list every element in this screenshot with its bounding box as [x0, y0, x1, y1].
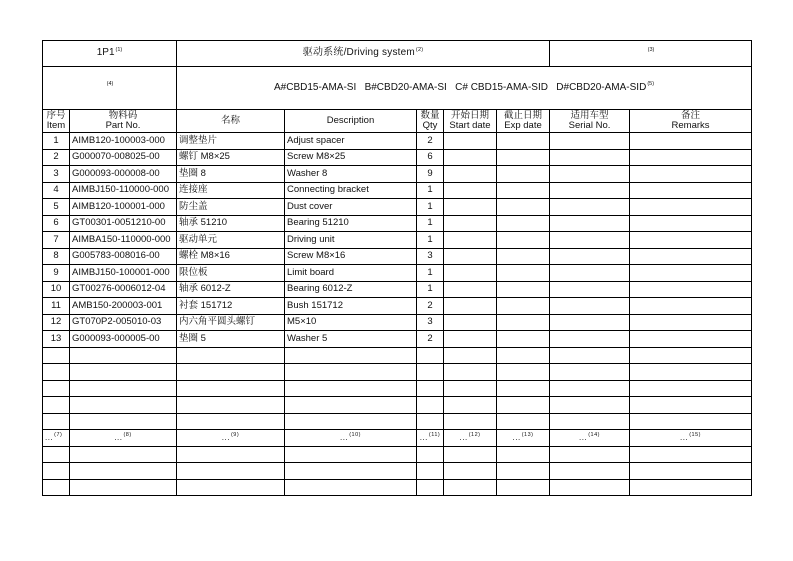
- table-cell: 2: [417, 133, 444, 150]
- table-cell: [444, 413, 497, 430]
- table-cell: [444, 347, 497, 364]
- table-cell: 8: [43, 248, 70, 265]
- table-cell: 5: [43, 199, 70, 216]
- table-cell: [550, 149, 630, 166]
- table-cell: ...$^{(9)}$: [177, 430, 285, 447]
- table-cell: [285, 463, 417, 480]
- table-cell: [444, 248, 497, 265]
- empty-row: [43, 413, 752, 430]
- table-cell: [444, 364, 497, 381]
- table-cell: [550, 331, 630, 348]
- table-cell: 轴承 51210: [177, 215, 285, 232]
- table-cell: [177, 479, 285, 496]
- table-cell: [285, 364, 417, 381]
- table-cell: [497, 182, 550, 199]
- table-cell: [497, 314, 550, 331]
- col-start-date: 开始日期 Start date: [444, 110, 497, 133]
- table-cell: [497, 347, 550, 364]
- table-cell: 衬套 151712: [177, 298, 285, 315]
- col-remarks: 备注 Remarks: [630, 110, 752, 133]
- table-cell: [417, 446, 444, 463]
- table-cell: [497, 463, 550, 480]
- table-cell: [497, 281, 550, 298]
- table-cell: 4: [43, 182, 70, 199]
- table-cell: [550, 314, 630, 331]
- table-cell: [43, 397, 70, 414]
- table-cell: [444, 166, 497, 183]
- table-cell: 3: [417, 314, 444, 331]
- table-cell: [285, 380, 417, 397]
- table-cell: [444, 133, 497, 150]
- table-cell: [417, 397, 444, 414]
- table-cell: [444, 314, 497, 331]
- table-cell: [497, 248, 550, 265]
- table-cell: ...$^{(7)}$: [43, 430, 70, 447]
- table-cell: [285, 446, 417, 463]
- table-cell: [550, 265, 630, 282]
- table-cell: AIMBJ150-100001-000: [70, 265, 177, 282]
- table-cell: [70, 347, 177, 364]
- table-cell: [550, 298, 630, 315]
- table-cell: [417, 347, 444, 364]
- table-cell: [417, 380, 444, 397]
- table-cell: G000093-000008-00: [70, 166, 177, 183]
- table-cell: [177, 413, 285, 430]
- table-cell: AIMB120-100001-000: [70, 199, 177, 216]
- table-cell: [630, 380, 752, 397]
- table-cell: [630, 314, 752, 331]
- table-cell: ...$^{(15)}$: [630, 430, 752, 447]
- table-cell: 内六角平圆头螺钉: [177, 314, 285, 331]
- col-name: 名称: [177, 110, 285, 133]
- table-cell: [550, 413, 630, 430]
- table-cell: [630, 232, 752, 249]
- table-cell: 驱动单元: [177, 232, 285, 249]
- table-row: [43, 314, 752, 331]
- applicable-models: A#CBD15-AMA-SI B#CBD20-AMA-SI C# CBD15-AMA-SID D#CBD20-AMA-SID$^{(5)}$: [177, 67, 752, 110]
- table-cell: 3: [43, 166, 70, 183]
- table-cell: [444, 446, 497, 463]
- table-cell: 9: [417, 166, 444, 183]
- table-cell: [630, 347, 752, 364]
- table-cell: Dust cover: [285, 199, 417, 216]
- col-description: Description: [285, 110, 417, 133]
- table-cell: G000070-008025-00: [70, 149, 177, 166]
- table-cell: [70, 380, 177, 397]
- table-cell: Connecting bracket: [285, 182, 417, 199]
- table-cell: [550, 446, 630, 463]
- table-cell: GT00276-0006012-04: [70, 281, 177, 298]
- table-cell: [177, 347, 285, 364]
- table-row: [43, 149, 752, 166]
- empty-row: [43, 347, 752, 364]
- table-cell: [630, 166, 752, 183]
- table-cell: [43, 347, 70, 364]
- table-cell: M5×10: [285, 314, 417, 331]
- table-cell: [177, 380, 285, 397]
- table-cell: [550, 182, 630, 199]
- empty-row: [43, 446, 752, 463]
- table-cell: [630, 182, 752, 199]
- table-cell: [630, 248, 752, 265]
- sheet-code: 1P1$^{(1)}$: [43, 41, 177, 67]
- table-cell: 1: [417, 215, 444, 232]
- table-cell: 调整垫片: [177, 133, 285, 150]
- table-cell: [417, 413, 444, 430]
- empty-row: [43, 380, 752, 397]
- title-row: [43, 41, 752, 67]
- table-cell: [497, 364, 550, 381]
- table-cell: [497, 331, 550, 348]
- table-cell: Limit board: [285, 265, 417, 282]
- table-cell: [285, 397, 417, 414]
- table-cell: [497, 413, 550, 430]
- table-cell: Washer 5: [285, 331, 417, 348]
- table-cell: [550, 479, 630, 496]
- table-cell: 连接座: [177, 182, 285, 199]
- table-cell: [444, 331, 497, 348]
- table-cell: [497, 298, 550, 315]
- table-cell: [444, 182, 497, 199]
- table-cell: [630, 281, 752, 298]
- col-qty: 数量 Qty: [417, 110, 444, 133]
- table-cell: [550, 215, 630, 232]
- table-cell: [630, 463, 752, 480]
- table-cell: AMB150-200003-001: [70, 298, 177, 315]
- sheet-title: 驱动系统/Driving system$^{(2)}$: [177, 41, 550, 67]
- table-cell: [630, 446, 752, 463]
- table-cell: 10: [43, 281, 70, 298]
- table-cell: Screw M8×16: [285, 248, 417, 265]
- table-cell: [497, 133, 550, 150]
- table-cell: 12: [43, 314, 70, 331]
- table-cell: [43, 380, 70, 397]
- table-cell: GT00301-0051210-00: [70, 215, 177, 232]
- table-cell: [550, 364, 630, 381]
- table-cell: [444, 380, 497, 397]
- table-row: [43, 331, 752, 348]
- empty-row: [43, 463, 752, 480]
- table-cell: [70, 364, 177, 381]
- table-cell: [630, 479, 752, 496]
- col-item: 序号 Item: [43, 110, 70, 133]
- empty-row: [43, 364, 752, 381]
- table-cell: [630, 133, 752, 150]
- table-cell: AIMBA150-110000-000: [70, 232, 177, 249]
- table-cell: [497, 149, 550, 166]
- table-cell: [550, 397, 630, 414]
- table-cell: [630, 397, 752, 414]
- table-row: [43, 281, 752, 298]
- image-ref-cell: (4): [43, 67, 177, 110]
- table-cell: Bearing 51210: [285, 215, 417, 232]
- table-cell: [70, 397, 177, 414]
- table-cell: 13: [43, 331, 70, 348]
- table-cell: 2: [43, 149, 70, 166]
- table-cell: [70, 479, 177, 496]
- table-cell: 2: [417, 331, 444, 348]
- table-cell: Adjust spacer: [285, 133, 417, 150]
- empty-row: [43, 397, 752, 414]
- table-cell: [285, 413, 417, 430]
- table-cell: ...$^{(12)}$: [444, 430, 497, 447]
- col-serial-no: 适用车型 Serial No.: [550, 110, 630, 133]
- table-cell: [444, 298, 497, 315]
- table-cell: 2: [417, 298, 444, 315]
- table-cell: [497, 265, 550, 282]
- title-right-cell: (3): [550, 41, 752, 67]
- table-cell: [497, 199, 550, 216]
- table-cell: [417, 463, 444, 480]
- table-cell: 垫圈 5: [177, 331, 285, 348]
- table-cell: [550, 232, 630, 249]
- table-cell: [417, 479, 444, 496]
- table-cell: [444, 463, 497, 480]
- col-part-no: 物料码 Part No.: [70, 110, 177, 133]
- column-header-row: [43, 110, 752, 133]
- table-cell: [630, 364, 752, 381]
- table-cell: [497, 479, 550, 496]
- table-cell: [285, 479, 417, 496]
- table-cell: Washer 8: [285, 166, 417, 183]
- table-cell: [497, 397, 550, 414]
- table-cell: ...$^{(14)}$: [550, 430, 630, 447]
- empty-row: [43, 479, 752, 496]
- table-cell: [550, 133, 630, 150]
- table-cell: [444, 232, 497, 249]
- models-row: [43, 67, 752, 110]
- table-cell: [497, 215, 550, 232]
- ellipsis-row: [43, 430, 752, 447]
- table-row: [43, 133, 752, 150]
- table-row: [43, 265, 752, 282]
- table-cell: Driving unit: [285, 232, 417, 249]
- table-cell: [497, 166, 550, 183]
- table-cell: Screw M8×25: [285, 149, 417, 166]
- table-cell: 垫圈 8: [177, 166, 285, 183]
- table-cell: Bush 151712: [285, 298, 417, 315]
- table-cell: [417, 364, 444, 381]
- table-cell: 防尘盖: [177, 199, 285, 216]
- table-cell: 轴承 6012-Z: [177, 281, 285, 298]
- table-cell: [550, 199, 630, 216]
- table-cell: [177, 463, 285, 480]
- table-cell: [70, 463, 177, 480]
- table-cell: [550, 463, 630, 480]
- table-cell: 1: [43, 133, 70, 150]
- table-cell: [550, 166, 630, 183]
- table-cell: 螺栓 M8×16: [177, 248, 285, 265]
- table-cell: [630, 265, 752, 282]
- table-cell: 6: [43, 215, 70, 232]
- table-cell: [630, 331, 752, 348]
- table-cell: [550, 248, 630, 265]
- table-cell: 9: [43, 265, 70, 282]
- table-cell: 11: [43, 298, 70, 315]
- table-cell: [630, 199, 752, 216]
- table-row: [43, 248, 752, 265]
- table-cell: [630, 215, 752, 232]
- table-cell: [550, 380, 630, 397]
- col-exp-date: 截止日期 Exp date: [497, 110, 550, 133]
- table-row: [43, 182, 752, 199]
- parts-table: [42, 40, 752, 496]
- table-cell: G005783-008016-00: [70, 248, 177, 265]
- table-cell: [43, 364, 70, 381]
- table-cell: 1: [417, 281, 444, 298]
- table-cell: ...$^{(8)}$: [70, 430, 177, 447]
- table-cell: 7: [43, 232, 70, 249]
- table-cell: 1: [417, 232, 444, 249]
- table-cell: 螺钉 M8×25: [177, 149, 285, 166]
- table-cell: [497, 380, 550, 397]
- table-cell: ...$^{(13)}$: [497, 430, 550, 447]
- table-cell: [444, 149, 497, 166]
- table-cell: [444, 479, 497, 496]
- table-cell: [177, 364, 285, 381]
- table-cell: AIMBJ150-110000-000: [70, 182, 177, 199]
- table-cell: [444, 215, 497, 232]
- table-cell: ...$^{(11)}$: [417, 430, 444, 447]
- table-cell: [285, 347, 417, 364]
- table-cell: [177, 446, 285, 463]
- table-row: [43, 298, 752, 315]
- table-cell: [497, 446, 550, 463]
- table-cell: [43, 446, 70, 463]
- table-cell: 1: [417, 199, 444, 216]
- table-cell: [43, 479, 70, 496]
- table-cell: [444, 397, 497, 414]
- table-cell: [550, 347, 630, 364]
- table-cell: [43, 413, 70, 430]
- table-cell: AIMB120-100003-000: [70, 133, 177, 150]
- table-cell: [444, 265, 497, 282]
- table-cell: [70, 413, 177, 430]
- table-cell: [43, 463, 70, 480]
- table-cell: [70, 446, 177, 463]
- table-cell: GT070P2-005010-03: [70, 314, 177, 331]
- table-cell: 3: [417, 248, 444, 265]
- table-cell: [497, 232, 550, 249]
- table-cell: 6: [417, 149, 444, 166]
- table-cell: [550, 281, 630, 298]
- table-row: [43, 215, 752, 232]
- table-row: [43, 199, 752, 216]
- table-cell: [630, 298, 752, 315]
- table-row: [43, 166, 752, 183]
- table-cell: 1: [417, 265, 444, 282]
- table-cell: Bearing 6012-Z: [285, 281, 417, 298]
- table-cell: ...$^{(10)}$: [285, 430, 417, 447]
- table-cell: 1: [417, 182, 444, 199]
- table-cell: [444, 199, 497, 216]
- table-cell: [630, 149, 752, 166]
- table-cell: [444, 281, 497, 298]
- table-cell: G000093-000005-00: [70, 331, 177, 348]
- table-cell: [630, 413, 752, 430]
- table-cell: [177, 397, 285, 414]
- table-row: [43, 232, 752, 249]
- table-cell: 限位板: [177, 265, 285, 282]
